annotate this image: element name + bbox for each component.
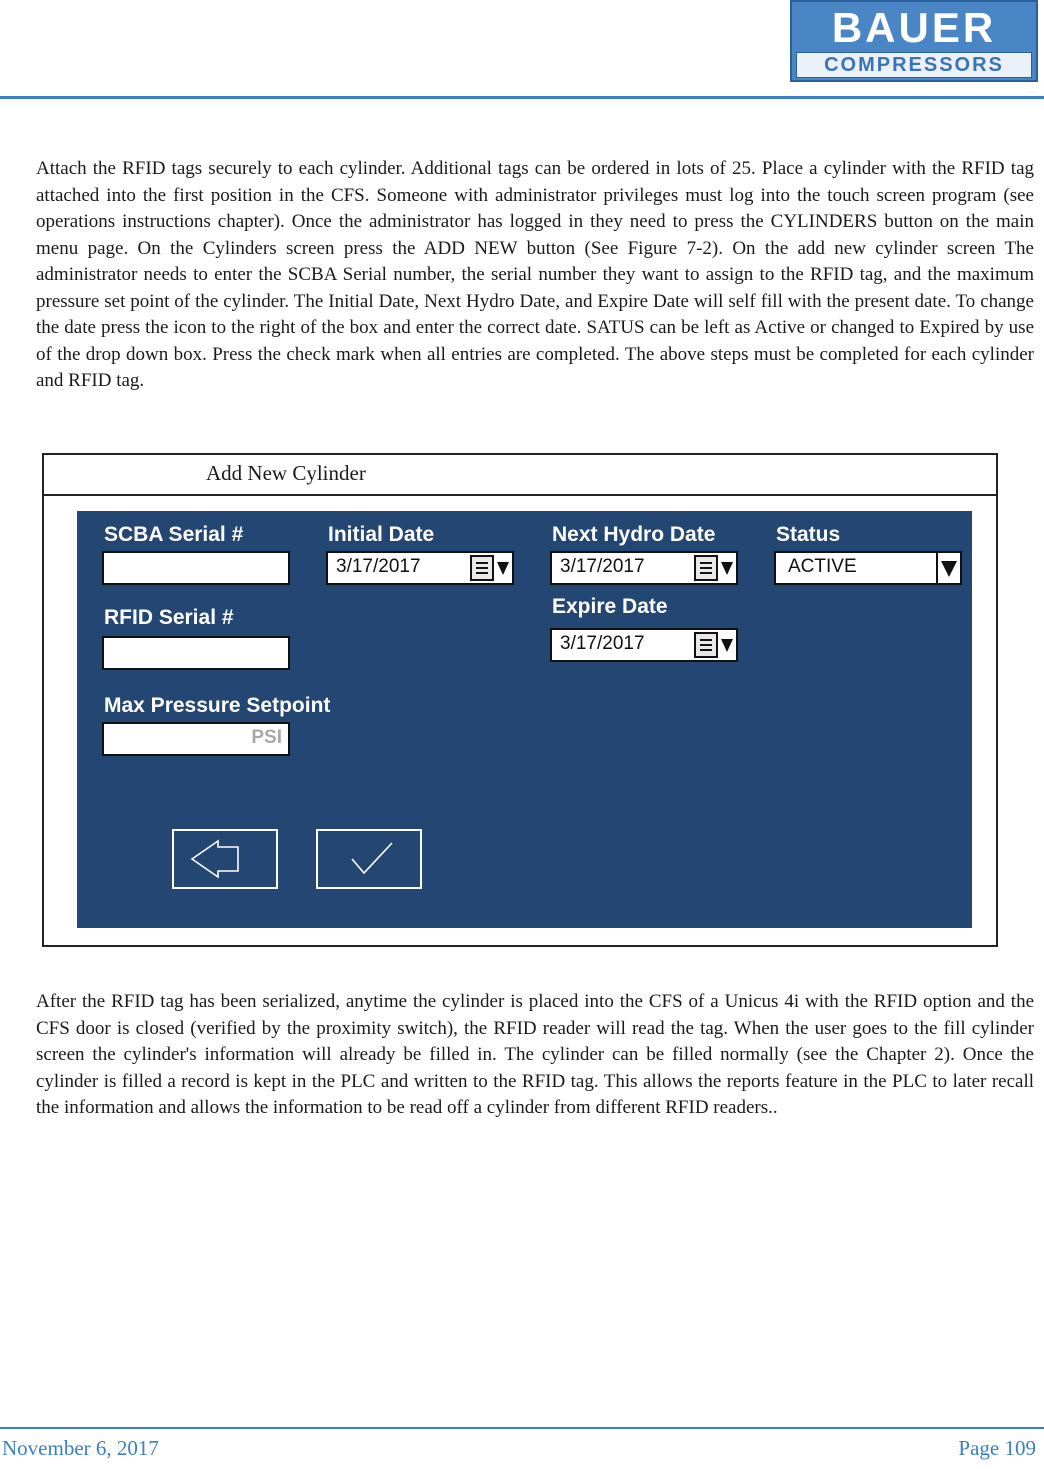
initial-date-label: Initial Date xyxy=(328,523,435,546)
scba-serial-input[interactable] xyxy=(102,551,290,585)
footer-date: November 6, 2017 xyxy=(2,1436,159,1460)
initial-date-value: 3/17/2017 xyxy=(336,556,421,577)
back-button[interactable] xyxy=(172,829,278,889)
expire-date-field[interactable] xyxy=(550,628,738,662)
next-hydro-date-label: Next Hydro Date xyxy=(552,523,716,546)
rfid-serial-input[interactable] xyxy=(102,636,290,670)
expire-date-label: Expire Date xyxy=(552,595,668,618)
chevron-down-icon[interactable] xyxy=(721,639,733,652)
bauer-compressors-logo xyxy=(790,0,1038,82)
calendar-icon[interactable] xyxy=(470,555,494,581)
add-new-cylinder-figure xyxy=(42,453,998,947)
max-pressure-label: Max Pressure Setpoint xyxy=(104,694,331,717)
back-arrow-icon xyxy=(174,831,276,887)
intro-paragraph: Attach the RFID tags securely to each cylinder. Additional tags can be ordered in lots of 25. Place a cylinder with the RFID tag attached into the first position in the CFS. Someone with administrator privileges must log into the touch screen program (see operations instructions chapter). Once the administrator has logged in they need to press the CYLINDERS button on the main menu page. On the Cylinders screen press the ADD NEW button (See Figure 7-2). On the add new cylinder screen The administrator needs to enter the SCBA Serial number, the serial number they want to assign to the RFID tag, and the maximum pressure set point of the cylinder. The Initial Date, Next Hydro Date, and Expire Date will self fill with the present date. To change the date press the icon to the right of the box and enter the correct date. SATUS can be left as Active or changed to Expired by use of the drop down box. Press the check mark when all entries are completed. The above steps must be completed for each cylinder and RFID tag. xyxy=(36,158,1034,391)
figure-title-bar xyxy=(44,455,996,496)
rfid-serial-label: RFID Serial # xyxy=(104,606,234,629)
confirm-button[interactable] xyxy=(316,829,422,889)
check-mark-icon xyxy=(318,831,420,887)
calendar-icon[interactable] xyxy=(694,632,718,658)
logo-subtitle: COMPRESSORS xyxy=(796,52,1032,78)
rfid-serialized-paragraph: After the RFID tag has been serialized, anytime the cylinder is placed into the CFS of a Unicus 4i with the RFID option and the CFS door is closed (verified by the proximity switch), the RFID reader will read the tag. When the user goes to the fill cylinder screen the cylinder's information will already be filled in. The cylinder can be filled normally (see the Chapter 2). Once the cylinder is filled a record is kept in the PLC and written to the RFID tag. This allows the reports feature in the PLC to later recall the information and allows the information to be read off a cylinder from different RFID readers.. xyxy=(36,991,1034,1118)
status-label: Status xyxy=(776,523,841,546)
footer-page-number: Page 109 xyxy=(958,1436,1036,1460)
dropdown-arrow-icon[interactable] xyxy=(936,553,960,583)
logo-wordmark: BAUER xyxy=(831,4,997,51)
psi-unit: PSI xyxy=(251,727,282,748)
status-dropdown[interactable] xyxy=(774,551,962,585)
figure-title: Add New Cylinder xyxy=(206,461,366,485)
max-pressure-input[interactable] xyxy=(102,722,290,756)
next-hydro-date-field[interactable] xyxy=(550,551,738,585)
initial-date-field[interactable] xyxy=(326,551,514,585)
chevron-down-icon[interactable] xyxy=(497,562,509,575)
chevron-down-icon[interactable] xyxy=(721,562,733,575)
next-hydro-date-value: 3/17/2017 xyxy=(560,556,645,577)
status-value: ACTIVE xyxy=(788,556,857,577)
header-rule xyxy=(0,96,1044,99)
add-cylinder-panel xyxy=(77,511,972,928)
calendar-icon[interactable] xyxy=(694,555,718,581)
footer-rule xyxy=(0,1427,1044,1429)
scba-serial-label: SCBA Serial # xyxy=(104,523,244,546)
expire-date-value: 3/17/2017 xyxy=(560,633,645,654)
